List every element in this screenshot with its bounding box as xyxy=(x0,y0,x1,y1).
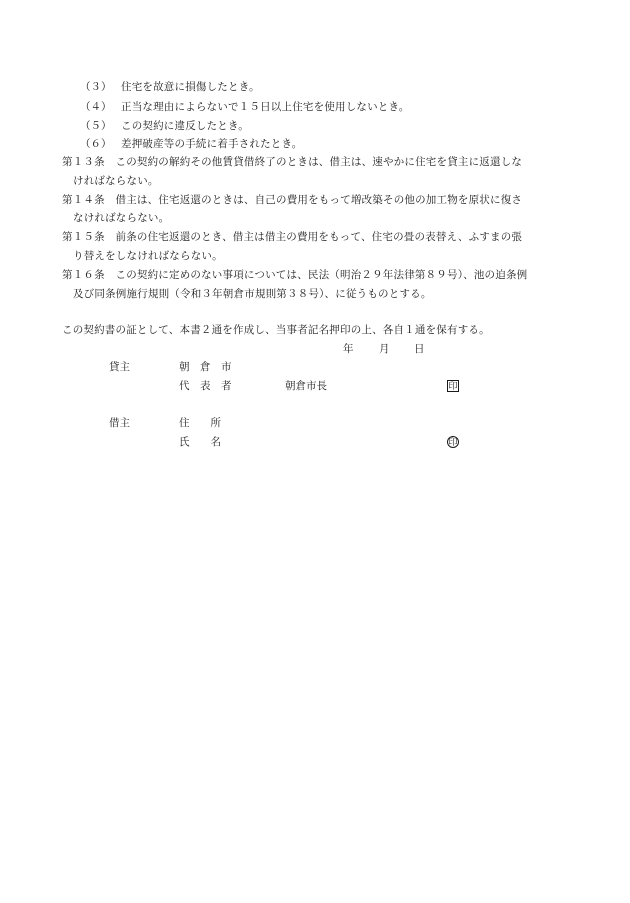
item-3-text: 住宅を故意に損傷したとき。 xyxy=(121,81,260,93)
article-13-line-2: ければならない。 xyxy=(73,175,159,187)
item-5-number: （５） xyxy=(80,120,112,132)
article-14-line-2: なければならない。 xyxy=(73,212,170,224)
date-month: 月 xyxy=(379,343,390,355)
item-6-number: （６） xyxy=(80,138,112,150)
article-16-line-2: 及び同条例施行規則（令和３年朝倉市規則第３８号）、に従うものとする。 xyxy=(73,288,432,300)
article-15-line-2: り替えをしなければならない。 xyxy=(73,250,223,262)
closing-statement: この契約書の証として、本書２通を作成し、当事者記名押印の上、各自１通を保有する。 xyxy=(62,324,490,336)
article-14-line-1: 第１４条 借主は、住宅返還のときは、自己の費用をもって増改築その他の加工物を原状に復さ xyxy=(62,194,523,206)
lessee-seal-mark: 印 xyxy=(448,438,458,448)
article-13-line-1: 第１３条 この契約の解約その他賃貸借終了のときは、借主は、速やかに住宅を貸主に返還しな xyxy=(62,156,523,168)
lessee-name-label: 氏 名 xyxy=(179,436,221,448)
lessee-address-label: 住 所 xyxy=(179,417,221,429)
lessor-role: 貸主 xyxy=(109,361,130,373)
lessor-city-label: 朝 倉 市 xyxy=(179,361,232,373)
lessee-role: 借主 xyxy=(109,417,130,429)
item-5-text: この契約に違反したとき。 xyxy=(121,120,249,132)
item-4-text: 正当な理由によらないで１５日以上住宅を使用しないとき。 xyxy=(121,101,410,113)
item-4-number: （４） xyxy=(80,101,112,113)
lessor-representative-value: 朝倉市長 xyxy=(285,380,327,392)
item-3-number: （３） xyxy=(80,81,112,93)
lessor-seal-mark: 印 xyxy=(448,382,458,392)
date-year: 年 xyxy=(343,343,354,355)
item-6-text: 差押破産等の手続に着手されたとき。 xyxy=(121,138,303,150)
date-day: 日 xyxy=(414,343,425,355)
lessor-representative-label: 代 表 者 xyxy=(179,380,232,392)
article-15-line-1: 第１５条 前条の住宅返還のとき、借主は借主の費用をもって、住宅の畳の表替え、ふすまの張 xyxy=(62,231,523,243)
article-16-line-1: 第１６条 この契約に定めのない事項については、民法（明治２９年法律第８９号）、池の迫条例 xyxy=(62,269,528,281)
